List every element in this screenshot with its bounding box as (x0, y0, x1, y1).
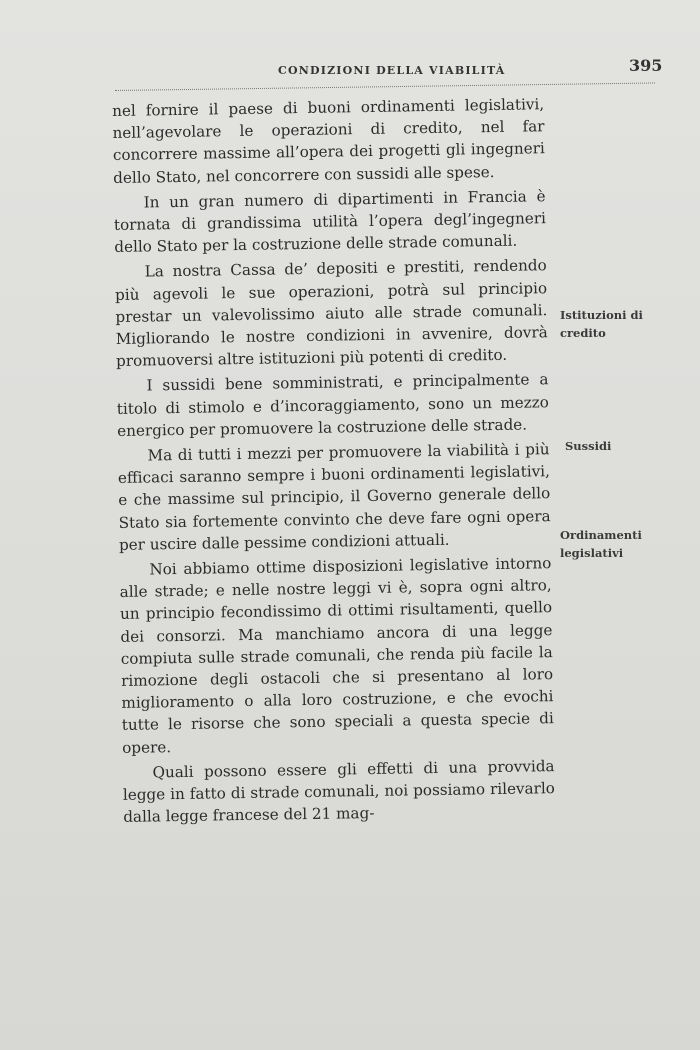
margin-note-sussidi: Sussidi (565, 439, 612, 453)
paragraph: nel fornire il paese di buoni ordinamenti legislativi, nell’agevolare le operazioni di credito, nel far concorrere massime all’opera dei progetti gli ingegneri dello Stato, nel concorrere con sussidi alle spese. (112, 95, 545, 187)
margin-note-ordinamenti: Ordinamenti legislativi (560, 528, 642, 560)
paragraph: La nostra Cassa de’ depositi e prestiti, rendendo più agevoli le sue operazioni, potrà sul principio prestar un valevolissimo aiuto alle strade comunali. Migliorando le nostre condizioni in avvenire, dovrà promuoversi altre istituzioni più potenti di credito. (114, 256, 548, 371)
paragraph: I sussidi bene somministrati, e principalmente a titolo di stimolo e d’incoraggiamento, sono un mezzo energico per promuovere la costruzione delle strade. (116, 370, 549, 440)
paragraph: Quali possono essere gli effetti di una provvida legge in fatto di strade comunali, noi possiamo rilevarlo dalla legge francese del 21 mag- (122, 757, 556, 827)
paragraph: Noi abbiamo ottime disposizioni legislative intorno alle strade; e nelle nostre leggi vi è, sopra ogni altro, un principio fecondissimo di ottimi risultamenti, quello dei consorzi. Ma manchiamo ancora di una legge compiuta sulle strade comunali, che renda più facile la rimozione degli ostacoli che si presentano al loro miglioramento o alla loro costruzione, e che evochi tutte le risorse che sono speciali a questa specie di opere. (119, 554, 554, 757)
running-title: CONDIZIONI DELLA VIABILITÀ (278, 64, 506, 77)
paragraph: In un gran numero di dipartimenti in Francia è tornata di grandissima utilità l’opera degl’ingegneri dello Stato per la costruzione delle strade comunali. (113, 187, 547, 257)
paragraph: Ma di tutti i mezzi per promuovere la viabilità i più efficaci saranno sempre i buoni ordinamenti legislativi, e che massime sul principio, il Governo generale dello Stato sia fortemente convinto che deve fare ogni opera per uscire dalle pessime condizioni attuali. (117, 440, 551, 554)
margin-note-credito: Istituzioni di credito (560, 308, 643, 340)
page-number: 395 (629, 56, 663, 75)
